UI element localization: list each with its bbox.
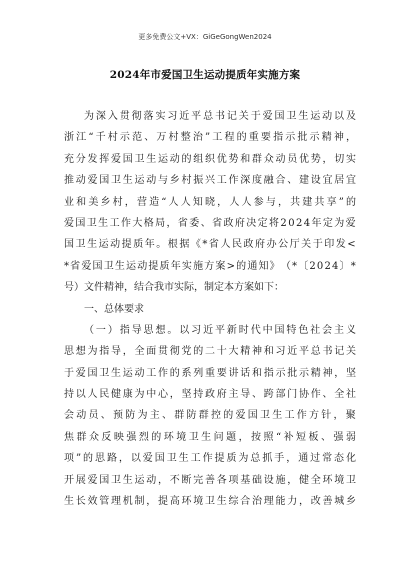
body-line: 会 动 员 、 预 防 为 主 、 群 防 群 控 的 爱 国 卫 生 工 作 方 针 ， 聚 [64,410,356,422]
body-line: 焦 群 众 反 映 强 烈 的 环 境 卫 生 问 题 ， 按 照 “ 补 短 板 、 强 弱 [64,431,356,443]
header-note: 更多免费公文+VX：GiGeGongWen2024 [138,33,272,41]
document-title: 2024年市爱国卫生运动提质年实施方案 [109,69,301,81]
document-body [64,106,356,512]
body-line: 为 深 入 贯 彻 落 实 习 近 平 总 书 记 关 于 爱 国 卫 生 运 动 以 及 [84,111,356,122]
body-line: 生 长 效 管 理 机 制 ， 提 高 环 境 卫 生 综 合 治 理 能 力 ， 改 善 城 乡 [64,496,356,508]
body-line: 开 展 爱 国 卫 生 运 动 ， 不 断 完 善 各 项 基 础 设 施 ， 健 全 环 境 卫 [64,474,356,486]
body-line: （ 一 ） 指 导 思 想 。 以 习 近 平 新 时 代 中 国 特 色 社 会 主 义 [84,324,356,336]
body-line: 爱 国 卫 生 工 作 大 格 局 ， 省 委 、 省 政 府 决 定 将 2 0 2 4 年 定 为 爱 [64,217,356,229]
body-line: 思 想 为 指 导 ， 全 面 贯 彻 党 的 二 十 大 精 神 和 习 近 平 总 书 记 关 [64,346,356,358]
body-line: 项 ” 的 思 路 ， 以 爱 国 卫 生 工 作 提 质 为 总 抓 手 ， 通 过 常 态 化 [64,453,356,465]
body-line: 浙 江 “ 千 村 示 范 、 万 村 整 治 ” 工 程 的 重 要 指 示 批 示 精 神 ， [64,132,356,144]
body-line: 充 分 发 挥 爱 国 卫 生 运 动 的 组 织 优 势 和 群 众 动 员 优 势 ， 切 实 [64,153,356,165]
body-line: 持 以 人 民 健 康 为 中 心 ， 坚 持 政 府 主 导 、 跨 部 门 协 作 、 全 社 [64,389,356,401]
body-line: 国 卫 生 运 动 提 质 年 。 根 据 《 * 省 人 民 政 府 办 公 厅 关 于 印 发 < [64,239,356,251]
body-line: 一、总体要求 [84,303,144,315]
body-line: 推 动 爱 国 卫 生 运 动 与 乡 村 振 兴 工 作 深 度 融 合 、 建 设 宜 居 宜 [64,175,356,187]
body-line: 业 和 美 乡 村 ， 营 造 “ 人 人 知 晓 ， 人 人 参 与 ， 共 建 共 享 ” 的 [64,196,356,208]
body-line: 号）文件精神，结合我市实际，制定本方案如下： [64,282,284,294]
body-line: 于 爱 国 卫 生 运 动 工 作 的 系 列 重 要 讲 话 和 指 示 批 示 精 神 ， 坚 [64,367,356,379]
body-line: * 省 爱 国 卫 生 运 动 提 质 年 实 施 方 案 > 的 通 知 》 （ * 〔 2 0 2 4 〕 * [64,260,356,272]
